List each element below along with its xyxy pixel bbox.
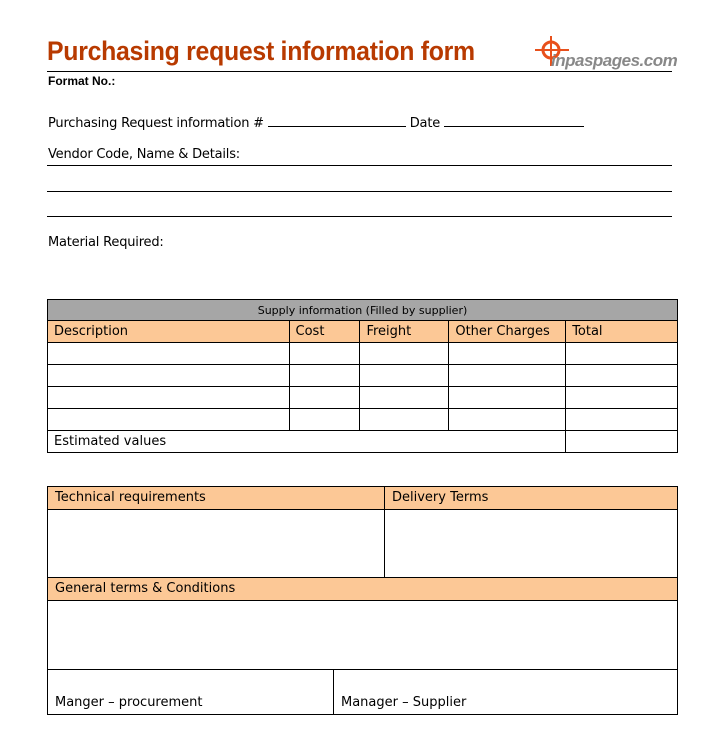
technical-field[interactable] <box>47 509 385 578</box>
table-cell[interactable] <box>566 365 678 387</box>
estimated-total-cell[interactable] <box>566 431 678 453</box>
table-cell[interactable] <box>360 365 449 387</box>
table-cell[interactable] <box>289 409 360 431</box>
general-terms-field[interactable] <box>47 600 678 670</box>
table-cell[interactable] <box>289 387 360 409</box>
table-cell[interactable] <box>566 409 678 431</box>
request-number-row <box>48 116 584 131</box>
table-cell[interactable] <box>566 387 678 409</box>
request-number-field[interactable] <box>268 116 406 127</box>
col-cost: Cost <box>289 321 360 343</box>
general-terms-header <box>47 577 678 601</box>
col-other-charges: Other Charges <box>449 321 566 343</box>
vendor-line-3[interactable] <box>47 216 672 217</box>
technical-label: Technical requirements <box>55 490 206 505</box>
table-cell[interactable] <box>449 387 566 409</box>
vendor-label: Vendor Code, Name & Details: <box>48 147 240 162</box>
table-row <box>48 343 678 365</box>
delivery-label: Delivery Terms <box>392 490 489 505</box>
procurement-signature-box[interactable] <box>47 669 334 715</box>
format-number-label: Format No.: <box>48 74 116 88</box>
delivery-header <box>384 486 678 510</box>
logo-text: inpaspages.com <box>551 51 678 70</box>
table-cell[interactable] <box>449 409 566 431</box>
table-row <box>48 409 678 431</box>
procurement-signature-label: Manger – procurement <box>55 695 203 710</box>
table-cell[interactable] <box>360 387 449 409</box>
col-description: Description <box>48 321 290 343</box>
delivery-field[interactable] <box>384 509 678 578</box>
table-cell[interactable] <box>360 343 449 365</box>
supply-caption-row <box>48 300 678 321</box>
col-freight: Freight <box>360 321 449 343</box>
site-logo <box>533 36 683 76</box>
estimated-row <box>48 431 678 453</box>
table-cell[interactable] <box>289 365 360 387</box>
request-number-label: Purchasing Request information # <box>48 116 264 131</box>
form-title: Purchasing request information form <box>47 36 475 66</box>
estimated-values-label: Estimated values <box>48 431 566 453</box>
material-label: Material Required: <box>48 235 164 250</box>
table-row <box>48 387 678 409</box>
table-cell[interactable] <box>48 343 290 365</box>
table-cell[interactable] <box>289 343 360 365</box>
table-row <box>48 365 678 387</box>
supplier-signature-label: Manager – Supplier <box>341 695 467 710</box>
table-cell[interactable] <box>48 365 290 387</box>
supply-caption: Supply information (Filled by supplier) <box>48 300 678 321</box>
table-cell[interactable] <box>566 343 678 365</box>
supply-table <box>47 299 678 453</box>
vendor-line-1[interactable] <box>47 165 672 166</box>
col-total: Total <box>566 321 678 343</box>
date-field[interactable] <box>444 116 584 127</box>
general-terms-label: General terms & Conditions <box>55 581 236 596</box>
table-cell[interactable] <box>48 387 290 409</box>
table-cell[interactable] <box>449 343 566 365</box>
technical-header <box>47 486 385 510</box>
date-label: Date <box>409 116 441 131</box>
supply-header-row <box>48 321 678 343</box>
table-cell[interactable] <box>449 365 566 387</box>
table-cell[interactable] <box>48 409 290 431</box>
vendor-line-2[interactable] <box>47 191 672 192</box>
supplier-signature-box[interactable] <box>333 669 678 715</box>
table-cell[interactable] <box>360 409 449 431</box>
